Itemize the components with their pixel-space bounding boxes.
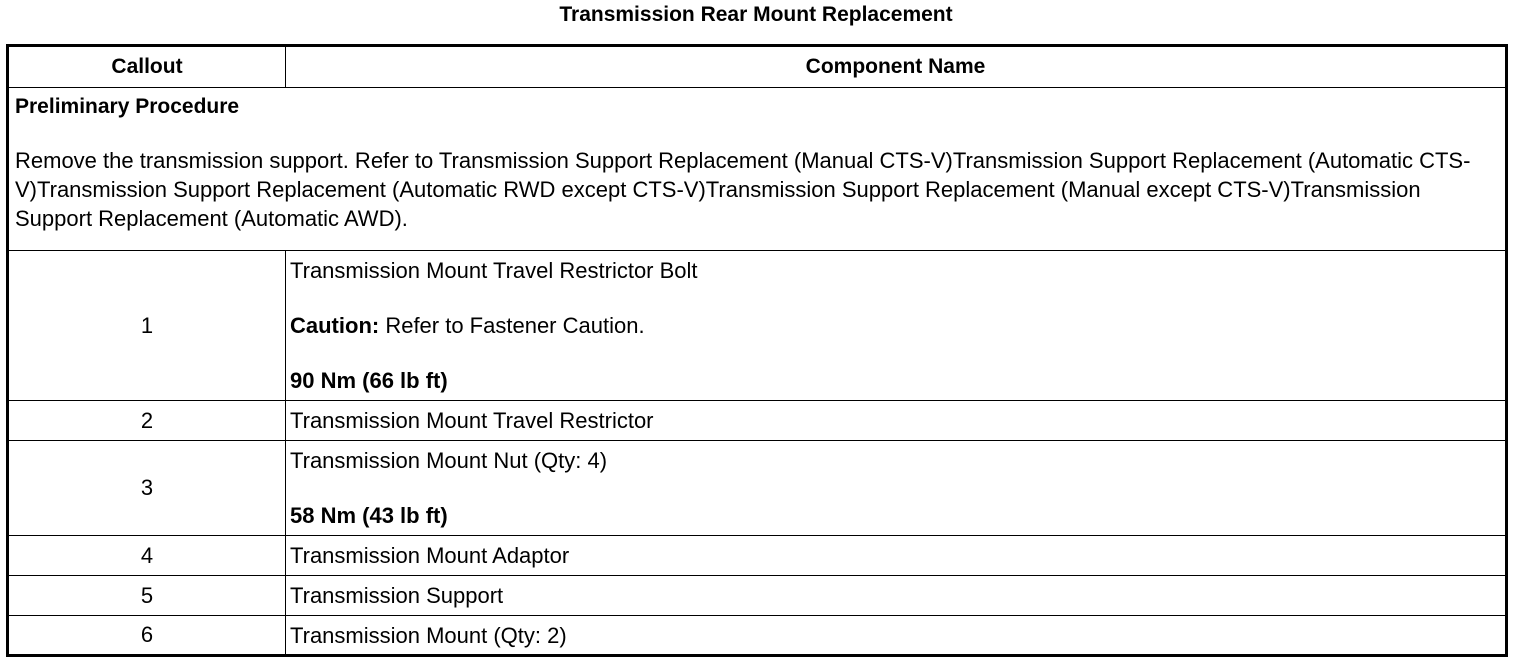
preliminary-title: Preliminary Procedure <box>15 95 240 118</box>
table-row <box>8 576 1507 616</box>
components-table <box>6 44 1508 657</box>
component-name: Transmission Mount Travel Restrictor <box>286 401 1507 441</box>
torque-spec: 58 Nm (43 lb ft) <box>290 503 448 528</box>
caution-label: Caution: <box>290 313 380 338</box>
component-name: Transmission Mount Adaptor <box>286 536 1507 576</box>
callout-number: 5 <box>8 576 286 616</box>
table-row <box>8 616 1507 656</box>
component-name: Transmission Mount Nut (Qty: 4) <box>290 448 608 473</box>
component-name: Transmission Mount Travel Restrictor Bolt <box>290 258 698 283</box>
table-row <box>8 401 1507 441</box>
callout-number: 1 <box>8 251 286 401</box>
table-header-row <box>8 46 1507 88</box>
table-row <box>8 251 1507 401</box>
component-name: Transmission Mount (Qty: 2) <box>286 616 1507 656</box>
caution-text: Refer to Fastener Caution. <box>379 313 645 338</box>
component-name-cell <box>286 441 1507 536</box>
preliminary-row <box>8 88 1507 251</box>
preliminary-cell <box>8 88 1507 251</box>
table-row <box>8 536 1507 576</box>
torque-spec: 90 Nm (66 lb ft) <box>290 368 448 393</box>
callout-number: 6 <box>8 616 286 656</box>
callout-number: 2 <box>8 401 286 441</box>
callout-number: 3 <box>8 441 286 536</box>
document-title: Transmission Rear Mount Replacement <box>559 3 953 26</box>
component-name: Transmission Support <box>286 576 1507 616</box>
preliminary-text: Remove the transmission support. Refer to Transmission Support Replacement (Manual CTS-V)Transmission Support Replacement (Automatic CTS-V)Transmission Support Replacement (Automatic RWD except CTS-V)Transmission Support Replacement (Manual except CTS-V)Transmission Support Replacement (Automatic AWD). <box>15 148 1471 231</box>
component-name-cell <box>286 251 1507 401</box>
header-component-name: Component Name <box>286 46 1507 88</box>
callout-number: 4 <box>8 536 286 576</box>
table-row <box>8 441 1507 536</box>
header-callout: Callout <box>8 46 286 88</box>
caution-note <box>290 313 1501 338</box>
